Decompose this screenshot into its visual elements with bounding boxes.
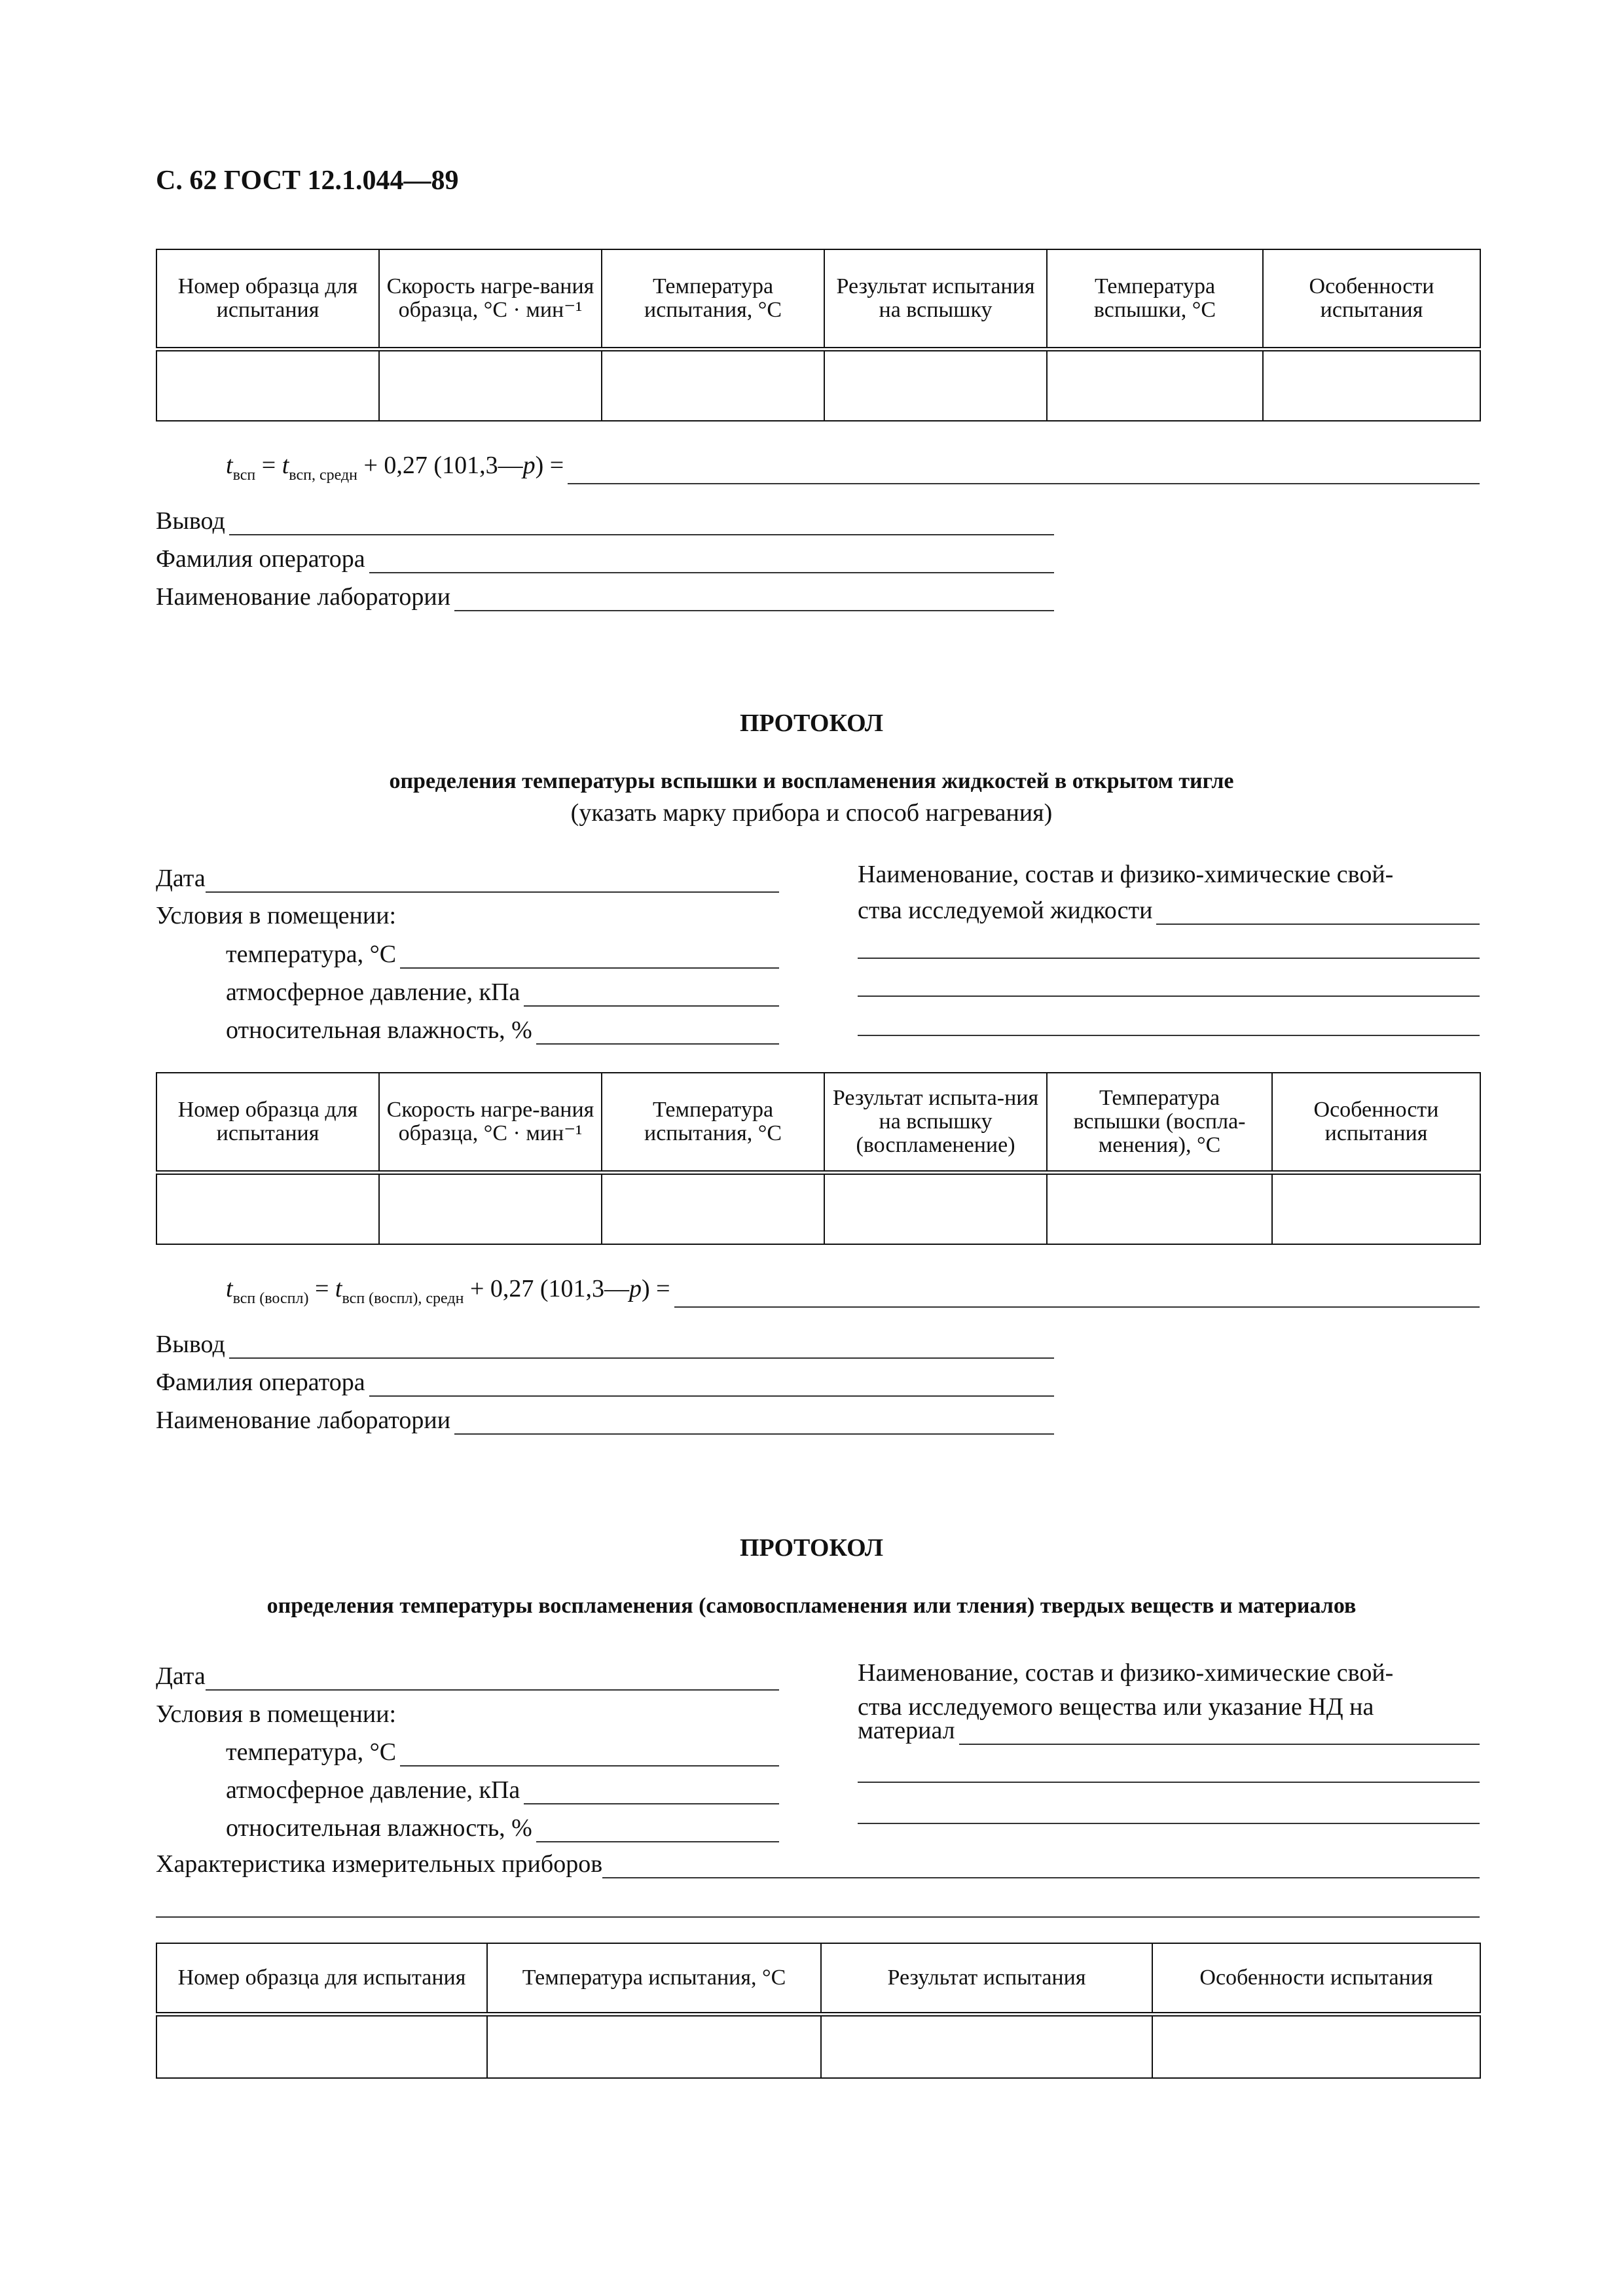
pressure-label: атмосферное давление, кПа xyxy=(226,1776,520,1804)
temperature-row xyxy=(226,1735,779,1767)
table-cell[interactable] xyxy=(602,1172,824,1244)
material-line[interactable] xyxy=(858,1782,1480,1783)
formula-row xyxy=(226,1276,1480,1308)
instruments-line[interactable] xyxy=(156,1916,1480,1918)
formula-ignition: $t_{всп (воспл)} = t_{всп (воспл), средн} + 0,27$ (101,3—p) = xyxy=(226,1275,670,1307)
conditions-row xyxy=(156,899,779,930)
conclusion-field[interactable] xyxy=(229,511,1054,535)
pressure-field[interactable] xyxy=(524,1780,779,1804)
lab-label: Наименование лаборатории xyxy=(156,583,451,611)
instruments-label: Характеристика измерительных приборов xyxy=(156,1850,603,1878)
humidity-field[interactable] xyxy=(536,1020,779,1045)
humidity-row xyxy=(226,1811,779,1842)
formula-row xyxy=(226,453,1480,484)
instruments-field[interactable] xyxy=(602,1854,1480,1878)
table-cell[interactable] xyxy=(824,1172,1047,1244)
col-header: Скорость нагре-вания образца, °С · мин⁻¹ xyxy=(379,1073,602,1172)
date-field[interactable] xyxy=(206,868,779,893)
table-cell[interactable] xyxy=(824,349,1047,421)
humidity-row xyxy=(226,1013,779,1045)
formula-result-field[interactable] xyxy=(568,459,1480,484)
instruments-row xyxy=(156,1847,1480,1878)
table-cell[interactable] xyxy=(156,2014,487,2078)
date-label: Дата xyxy=(156,1662,206,1690)
substance-description-label: Наименование, состав и физико-химические свой- xyxy=(858,861,1394,888)
conclusion-label: Вывод xyxy=(156,507,225,535)
date-label: Дата xyxy=(156,865,206,892)
col-header: Номер образца для испытания xyxy=(156,1073,379,1172)
test-table-2 xyxy=(156,1072,1481,1245)
conclusion-label: Вывод xyxy=(156,1331,225,1358)
conditions-label: Условия в помещении: xyxy=(156,1700,397,1728)
col-header: Результат испыта-ния на вспышку (воспламенение) xyxy=(824,1073,1047,1172)
conditions-label: Условия в помещении: xyxy=(156,902,397,929)
operator-field[interactable] xyxy=(369,1372,1054,1397)
col-header: Номер образца для испытания xyxy=(156,249,379,349)
material-label: материал xyxy=(858,1717,955,1744)
operator-label: Фамилия оператора xyxy=(156,545,365,573)
lab-label: Наименование лаборатории xyxy=(156,1407,451,1434)
table-cell[interactable] xyxy=(1263,349,1480,421)
table-cell[interactable] xyxy=(602,349,824,421)
temperature-label: температура, °С xyxy=(226,941,397,968)
operator-field[interactable] xyxy=(369,548,1054,573)
col-header: Температура испытания, °С xyxy=(487,1943,821,2014)
humidity-field[interactable] xyxy=(536,1818,779,1842)
substance-line[interactable] xyxy=(858,1035,1480,1036)
conclusion-field[interactable] xyxy=(229,1334,1054,1359)
temperature-field[interactable] xyxy=(400,1742,779,1767)
pressure-row xyxy=(226,1773,779,1804)
col-header: Температура испытания, °С xyxy=(602,249,824,349)
table-cell[interactable] xyxy=(821,2014,1152,2078)
lab-row xyxy=(156,580,1054,611)
operator-row xyxy=(156,542,1054,573)
formula-flash: $t_{всп} = t_{всп, средн} + 0,27$ (101,3—p) = xyxy=(226,452,564,484)
pressure-row xyxy=(226,975,779,1007)
table-cell[interactable] xyxy=(379,1172,602,1244)
material-line[interactable] xyxy=(858,1823,1480,1824)
conclusion-row xyxy=(156,504,1054,535)
material-field[interactable] xyxy=(959,1720,1480,1745)
protocol-subtitle: определения температуры воспламенения (самовоспламенения или тления) твердых веществ и материалов xyxy=(266,1594,1357,1618)
substance-field[interactable] xyxy=(1156,900,1480,925)
table-cell[interactable] xyxy=(1047,1172,1272,1244)
col-header: Температура вспышки (воспла-менения), °С xyxy=(1047,1073,1272,1172)
page-header: С. 62 ГОСТ 12.1.044—89 xyxy=(156,166,459,196)
table-cell[interactable] xyxy=(379,349,602,421)
protocol-title: ПРОТОКОЛ xyxy=(739,709,884,737)
test-table-1 xyxy=(156,249,1481,422)
test-table-3 xyxy=(156,1943,1481,2079)
operator-label: Фамилия оператора xyxy=(156,1369,365,1396)
conclusion-row xyxy=(156,1327,1054,1359)
date-field[interactable] xyxy=(206,1666,779,1691)
operator-row xyxy=(156,1365,1054,1397)
col-header: Результат испытания xyxy=(821,1943,1152,2014)
table-cell[interactable] xyxy=(1047,349,1263,421)
temperature-field[interactable] xyxy=(400,944,779,969)
lab-row xyxy=(156,1403,1054,1435)
substance-line[interactable] xyxy=(858,996,1480,997)
protocol-subtitle: определения температуры вспышки и воспламенения жидкостей в открытом тигле xyxy=(389,769,1234,793)
date-row xyxy=(156,861,779,893)
col-header: Температура испытания, °С xyxy=(602,1073,824,1172)
col-header: Скорость нагре-вания образца, °С · мин⁻¹ xyxy=(379,249,602,349)
lab-field[interactable] xyxy=(454,586,1054,611)
lab-field[interactable] xyxy=(454,1410,1054,1435)
col-header: Особенности испытания xyxy=(1263,249,1480,349)
humidity-label: относительная влажность, % xyxy=(226,1016,532,1044)
date-row xyxy=(156,1659,779,1691)
temperature-row xyxy=(226,937,779,969)
formula-result-field[interactable] xyxy=(674,1283,1480,1308)
col-header: Температура вспышки, °С xyxy=(1047,249,1263,349)
protocol-note: (указать марку прибора и способ нагревания) xyxy=(570,799,1053,827)
table-cell[interactable] xyxy=(1152,2014,1480,2078)
pressure-field[interactable] xyxy=(524,982,779,1007)
table-cell[interactable] xyxy=(1272,1172,1480,1244)
temperature-label: температура, °С xyxy=(226,1738,397,1766)
table-cell[interactable] xyxy=(487,2014,821,2078)
substance-row xyxy=(858,893,1480,925)
substance-line[interactable] xyxy=(858,958,1480,959)
substance-description-label: ства исследуемого вещества или указание НД на xyxy=(858,1693,1374,1721)
col-header: Особенности испытания xyxy=(1272,1073,1480,1172)
substance-description-label: Наименование, состав и физико-химические свой- xyxy=(858,1659,1394,1687)
pressure-label: атмосферное давление, кПа xyxy=(226,978,520,1006)
col-header: Номер образца для испытания xyxy=(156,1943,487,2014)
col-header: Особенности испытания xyxy=(1152,1943,1480,2014)
conditions-row xyxy=(156,1697,779,1729)
table-cell[interactable] xyxy=(156,349,379,421)
col-header: Результат испытания на вспышку xyxy=(824,249,1047,349)
substance-label: ства исследуемой жидкости xyxy=(858,897,1153,924)
table-cell[interactable] xyxy=(156,1172,379,1244)
material-row xyxy=(858,1713,1480,1745)
humidity-label: относительная влажность, % xyxy=(226,1814,532,1842)
protocol-title: ПРОТОКОЛ xyxy=(739,1534,884,1562)
